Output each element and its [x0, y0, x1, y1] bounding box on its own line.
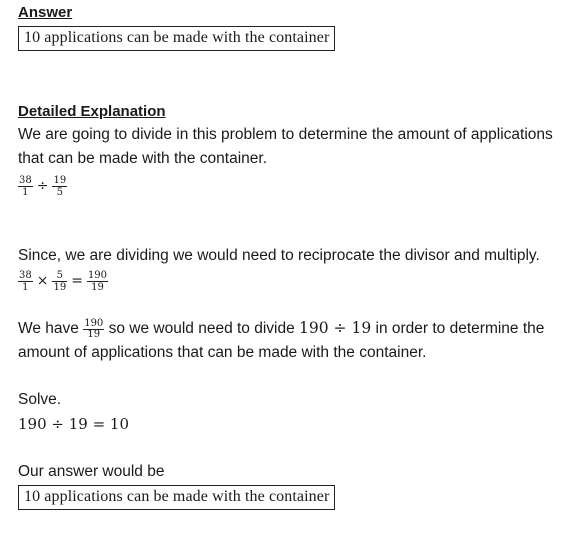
solve-label: Solve.	[18, 391, 62, 408]
inline-division: 190 ÷ 19	[299, 319, 372, 337]
have-line-2: amount of applications that can be made with the container.	[18, 344, 427, 361]
fraction-38-over-1: $\frac{38}{1}$	[19, 269, 32, 293]
intro-line-2: that can be made with the container.	[18, 150, 268, 167]
answer-heading: Answer	[18, 4, 73, 21]
fraction-38-over-1: $\frac{38}{1}$	[19, 174, 32, 198]
fraction-5-over-19: $\frac{5}{19}$	[53, 269, 67, 293]
equals-operator: =	[71, 273, 83, 289]
division-expression	[18, 173, 67, 199]
explanation-heading: Detailed Explanation	[18, 103, 166, 120]
multiply-expression	[18, 268, 108, 294]
answer-box-wrap	[18, 26, 335, 51]
fraction-190-over-19: $\frac{190}{19}$	[87, 269, 108, 293]
final-box-wrap	[18, 485, 335, 510]
our-answer-text: Our answer would be	[18, 463, 165, 480]
have-paragraph	[18, 316, 574, 365]
inline-fraction-190-over-19: $\frac{190}{19}$	[84, 318, 104, 340]
intro-line-1: We are going to divide in this problem to determine the amount of applications	[18, 126, 553, 143]
final-answer-box: 10 applications can be made with the container	[18, 485, 335, 510]
answer-box: 10 applications can be made with the container	[18, 26, 335, 51]
fraction-19-over-5: $\frac{19}{5}$	[53, 174, 67, 198]
intro-paragraph	[18, 123, 574, 171]
have-line-1: We have $\frac{190}{19}$ so we would need to divide 190 ÷ 19 in order to determine the	[18, 318, 545, 340]
reciprocate-text: Since, we are dividing we would need to reciprocate the divisor and multiply.	[18, 247, 540, 264]
multiply-operator: ×	[36, 273, 49, 289]
solve-expression: 190 ÷ 19 = 10	[18, 415, 130, 433]
divide-operator: ÷	[36, 178, 49, 194]
